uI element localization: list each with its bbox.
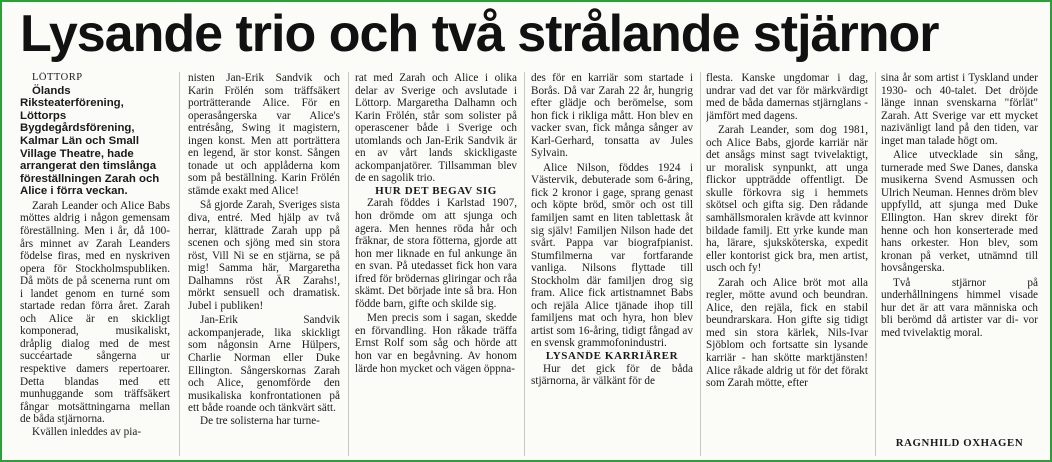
column-divider [700,72,701,456]
paragraph: des för en karriär som startade i Borås. Då var Zarah 22 år, hungrig efter glädje och berömelse, som hon fick i rikliga mått. Hon blev en vacker svan, fick många sånger av Karl-Gerhard, tonsatta av Jules Sylvain. [531,72,693,160]
paragraph: Zarah Leander och Alice Babs möttes aldrig i någon gemensam föreställning. Men i år, då 100-års minnet av Zarah Leanders födelse firas, med en nyskriven opera för Stockholmspubliken. Då möts de på scenerna runt om i landet genom en turné som startade redan förra året. Zarah och Alice är en skickligt komponerad, musikaliskt, dråplig dialog med de mest succéartade sångerna ur respektive damers repertoarer. Detta blandas med ett munhuggande som träffsäkert fångar motsättningarna mellan de båda stjärnorna. [20,199,170,426]
paragraph: Kvällen inleddes av pia- [32,425,142,438]
column-6 [881,72,1038,456]
headline: Lysande trio och två strålande stjärnor [20,5,939,63]
paragraph: sina år som artist i Tyskland under 1930- och 40-talet. Det dröjde länge innan svenskarna "förlät" Zarah. Att Sverige var ett mycket nazivänligt land på den tiden, var inget man talade högt om. [881,72,1038,147]
paragraph: Så gjorde Zarah, Sveriges sista diva, entré. Med hjälp av två herrar, klättrade Zarah upp på scenen och sjöng med sin stora röst, Vill Ni se en stjärna, se på mig! Samma här, Margaretha Dalhamns röst ÄR Zarahs!, mörkt sensuell och dramatisk. Jubel i publiken! [188,199,340,312]
paragraph: Två stjärnor på underhållningens himmel visade hur det är att vara människa och bli berömd då artister var di- vor med tvivelaktig moral. [881,276,1038,339]
column-5 [706,72,868,456]
column-3 [355,72,517,456]
paragraph: flesta. Kanske ungdomar i dag, undrar vad det var för märkvärdigt med de båda damernas stjärnglans - jämfört med dagens. [706,72,868,122]
paragraph: Alice Nilson, föddes 1924 i Västervik, debuterade som 6-åring, fick 2 kronor i gage, sprang genast och köpte bröd, smör och ost till familjen samt en liten tablettask åt sig själv! Familjen Nilson hade det svårt. Pappa var biografpianist. Stumfilmerna var fortfarande vanliga. Nilsons flyttade till Stockholm där familjen drog sig fram. Alice fick artistnamnet Babs och rejäla Alice tjänade ihop till familjens mat och hyra, hon blev artist som 16-åring, tidigt fångad av en svensk grammofonindustri. [531,161,693,350]
subheading: HUR DET BEGAV SIG [375,184,497,197]
dateline: LÖTTORP [32,72,83,83]
paragraph: Men precis som i sagan, skedde en förvandling. Hon råkade träffa Ernst Rolf som såg och hörde att hon var en begåvning. Av honom lärde hon mycket och vägen öppna- [355,312,517,375]
article-columns [20,72,1040,458]
byline: RAGNHILD OXHAGEN [895,437,1024,450]
column-2 [188,72,340,456]
paragraph: Zarah och Alice bröt mot alla regler, möttе avund och beundran. Alice, den rejäla, fick en stabil beundrarskara. Hon gifte sig tidigt med sin stora kärlek, Nils-Ivar Sjöblom och fortsatte sin lysande karriär - han skötte marktjänsten! Alice råkade aldrig ut för det förakt som Zarah mötte, efter [706,276,868,390]
lead-paragraph: Ölands Riksteaterförening, Löttorps Bygdegårdsförening, Kalmar Län och Small Village Theatre, hade arrangerat den timslånga föreställningen Zarah och Alice i förra veckan. [20,84,160,198]
paragraph: Alice utvecklade sin sång, turnerade med Swe Danes, danska musikerna Svend Asmussen och Ulrich Neuman. Hennes dröm blev uppfylld, att sjunga med Duke Ellington. Han skrev direkt för henne och hon konserterade med hans orkester. Hon blev, som kronan på verket, utnämnd till hovsångerska. [881,149,1038,275]
column-divider [179,72,180,456]
column-divider [524,72,525,456]
column-4 [531,72,693,456]
paragraph: nisten Jan-Erik Sandvik och Karin Frölén som träffsäkert porträtterande Alice. För en operasångerska var Alice's entrésång, Swing it magistern, ingen konst. Men att porträttera en legend, är stor konst. Sången tonade ut och applåderna kom som på beställning. Karin Frölén stämde exakt med Alice! [188,72,340,197]
paragraph: Zarah föddes i Karlstad 1907, hon drömde om att sjunga och agera. Men hennes röda hår och fräknar, de stora fötterna, gjorde att hon mer liknade en ful ankunge än en svan. På utedasset fick hon vara ifred för brödernas gliringar och råa skämt. Det började inte så bra. Hon födde barn, gifte och skilde sig. [355,197,517,310]
paragraph: De tre solisterna har turne- [200,414,320,427]
paragraph: Zarah Leander, som dog 1981, och Alice Babs, gjorde karriär när det ansågs minst sagt tvivelaktigt, ur moralisk synpunkt, att unga flickor uppträdde offentligt. De skulle förkovra sig i hemmets skötsel och gifta sig. Den rådande samhällsmoralen krävde att kvinnor bildade familj. Ett yrke kunde man ha, lärare, sjuksköterska, expedit eller kontorist gick bra, men artist, usch och fy! [706,124,868,275]
subheading: LYSANDE KARRIÄRER [545,350,679,363]
column-divider [348,72,349,456]
column-1 [20,72,170,456]
paragraph: rat med Zarah och Alice i olika delar av Sverige och avslutade i Löttorp. Margaretha Dalhamn och Karin Frölén, står som solister på operascener både i Sverige och utomlands och Jan-Erik Sandvik är en av vårt lands skickligaste ackompanjatörer. Tillsamman blev de en sagolik trio. [355,72,517,185]
paragraph: Jan-Erik Sandvik ackompanjerade, lika skickligt som någonsin Arne Hülpers, Charlie Norman eller Duke Ellington. Sångerskornas Zarah och Alice, genomförde den musikaliska konfrontationen på ett både roande och tänkvärt sätt. [188,314,340,415]
paragraph: Hur det gick för de båda stjärnorna, är välkänt för de [531,362,693,388]
column-divider [875,72,876,456]
